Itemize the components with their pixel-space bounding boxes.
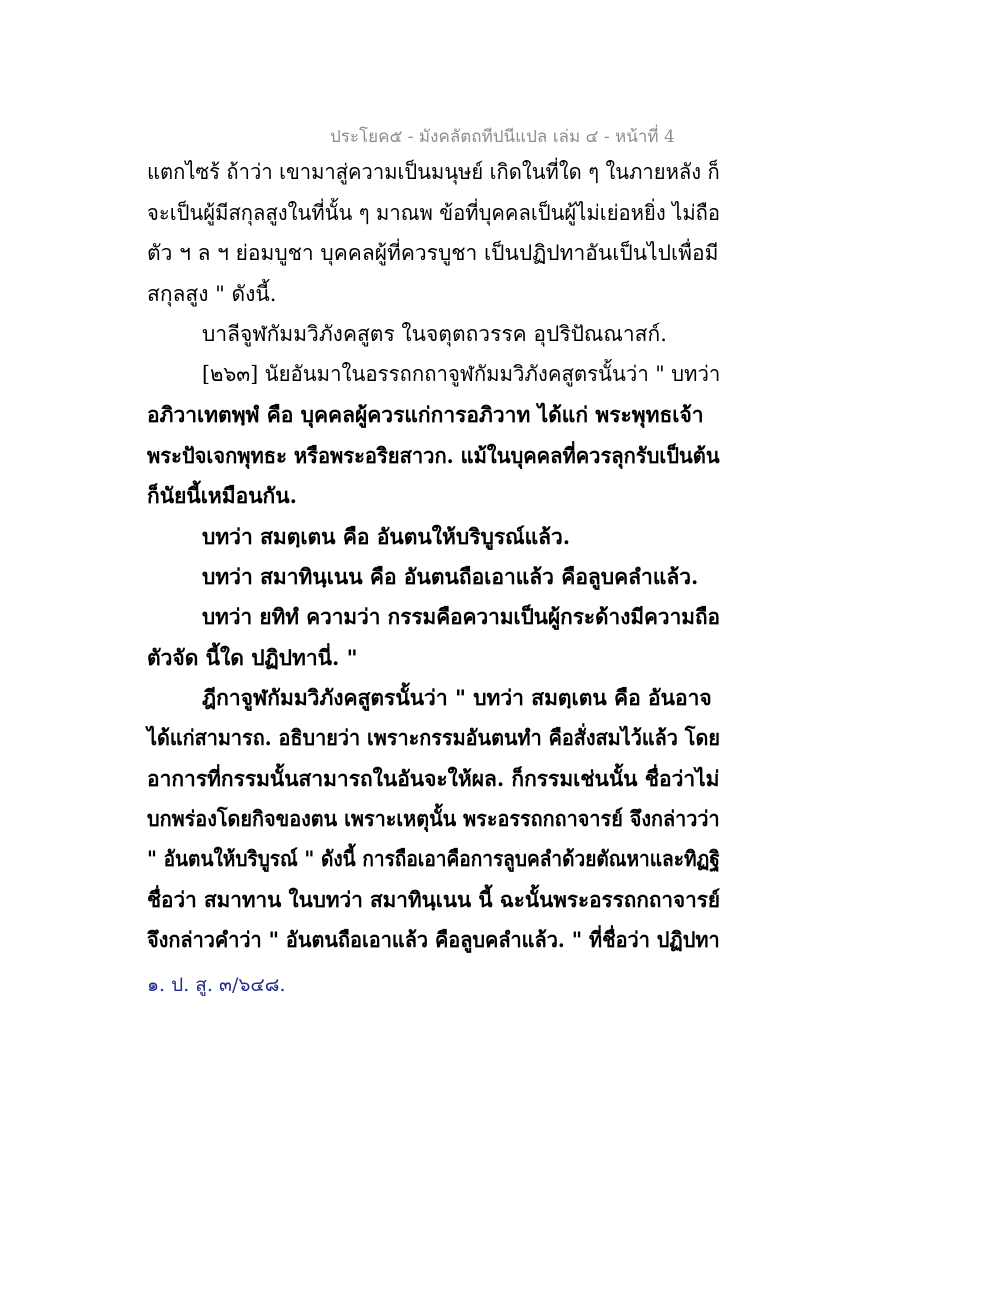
text-line: บทว่า สมตฺเตน คือ อันตนให้บริบูรณ์แล้ว. (202, 524, 571, 549)
text-line: [๒๖๓] นัยอันมาในอรรถกถาจูฬกัมมวิภังคสูตรนั้นว่า " บทว่า (202, 362, 721, 386)
text-line: ตัวจัด นี้ใด ปฏิปทานี่. " (147, 645, 358, 670)
text-line: ชื่อว่า สมาทาน ในบทว่า สมาทินฺเนน นี้ ฉะนั้นพระอรรถกถาจารย์ (147, 887, 721, 912)
text-line: อาการที่กรรมนั้นสามารถในอันจะให้ผล. ก็กรรมเช่นนั้น ชื่อว่าไม่ (147, 766, 720, 791)
text-line: ฎีกาจูฬกัมมวิภังคสูตรนั้นว่า " บทว่า สมตฺเตน คือ อันอาจ (202, 685, 712, 710)
text-line: บทว่า ยทิทํ ความว่า กรรมคือความเป็นผู้กระด้างมีความถือ (202, 604, 721, 629)
text-line: อภิวาเทตพฺพํ คือ บุคคลผู้ควรแก่การอภิวาท ได้แก่ พระพุทธเจ้า (147, 402, 704, 427)
text-line: ก็นัยนี้เหมือนกัน. (147, 483, 297, 508)
text-line: ตัว ฯ ล ฯ ย่อมบูชา บุคคลผู้ที่ควรบูชา เป็นปฏิปทาอันเป็นไปเพื่อมี (147, 241, 719, 265)
text-line: แตกไซร้ ถ้าว่า เขามาสู่ความเป็นมนุษย์ เกิดในที่ใด ๆ ในภายหลัง ก็ (147, 160, 720, 184)
text-line: บกพร่องโดยกิจของตน เพราะเหตุนั้น พระอรรถกถาจารย์ จึงกล่าวว่า (147, 806, 720, 831)
text-line: " อันตนให้บริบูรณ์ " ดังนี้ การถือเอาคือการลูบคลำด้วยตัณหาและทิฏฐิ (147, 846, 720, 871)
page-header: ประโยค๕ - มังคลัตถทีปนีแปล เล่ม ๔ - หน้าที่ 4 (330, 127, 675, 147)
text-line: จึงกล่าวคำว่า " อันตนถือเอาแล้ว คือลูบคลำแล้ว. " ที่ชื่อว่า ปฏิปทา (147, 927, 720, 952)
text-line: พระปัจเจกพุทธะ หรือพระอริยสาวก. แม้ในบุคคลที่ควรลุกรับเป็นต้น (147, 443, 720, 468)
text-line: สกุลสูง " ดังนี้. (147, 282, 277, 306)
text-line: จะเป็นผู้มีสกุลสูงในที่นั้น ๆ มาณพ ข้อที่บุคคลเป็นผู้ไม่เย่อหยิ่ง ไม่ถือ (147, 201, 721, 225)
text-line: ได้แก่สามารถ. อธิบายว่า เพราะกรรมอันตนทำ คือสั่งสมไว้แล้ว โดย (147, 725, 720, 750)
footnote: ๑. ป. สู. ๓/๖๔๘. (147, 974, 286, 996)
text-line: บาลีจูฬกัมมวิภังคสูตร ในจตุตถวรรค อุปริปัณณาสก์. (202, 322, 667, 346)
text-line: บทว่า สมาทินฺเนน คือ อันตนถือเอาแล้ว คือลูบคลำแล้ว. (202, 564, 699, 589)
